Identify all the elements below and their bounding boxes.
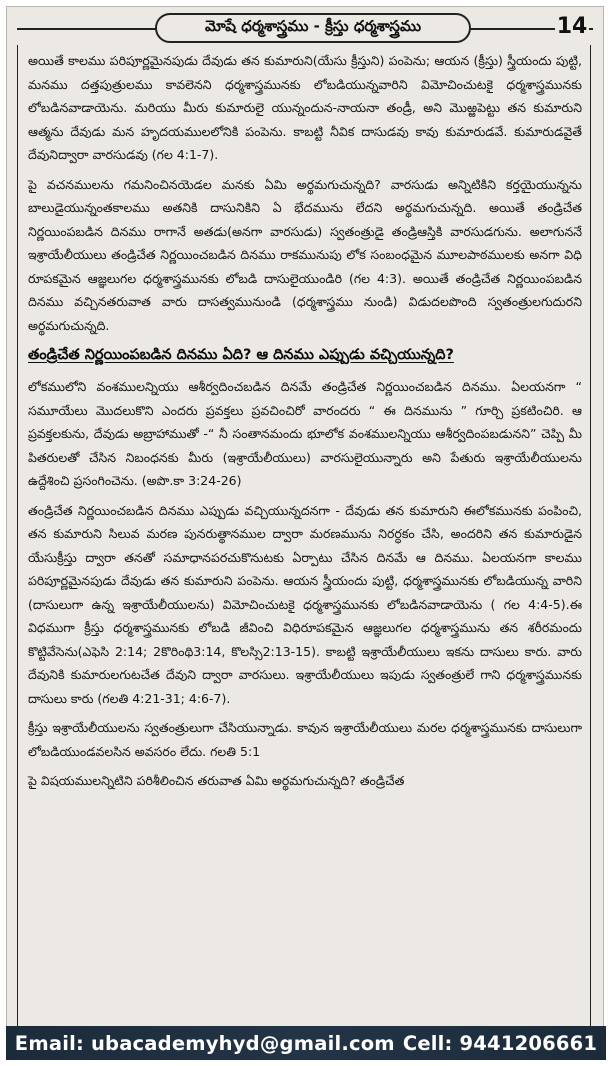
paragraph-4: తండ్రిచేత నిర్ణయించబడిన దినము ఎప్పుడు వచ్చియున్నదనగా - దేవుడు తన కుమారుని ఈలోకమునకు పంపించి, తన కుమారుని సిలువ మరణ పునరుత్థానముల ద్వారా మరణమును నిరర్ధకం చేసి, అందరిని తన కుమారుడైన యేసుక్రీస్తు ద్వారా తనతో సమాధానపరచుకొనుటకు ఏర్పాటు చేసిన దినమే ఆ దినము. ఏలయనగా కాలము పరిపూర్ణమైనపుడు దేవుడు తన కుమారుని పంపెను. ఆయన స్త్రీయందు పుట్టి, ధర్మశాస్త్రమునకు లోబడియున్న వారిని (దాసులుగా ఉన్న ఇశ్రాయేలీయులను) విమోచించుటకై ధర్మశాస్త్రమునకు లోబడినవాడాయెను ( గల 4:4-5).ఈ విధముగా క్రీస్తు ధర్మశాస్త్రమునకు లోబడి జీవించి విధిరూపకమైన ఆజ్ఞలుగల ధర్మశాస్త్రమును తన శరీరమందు కొట్టివేసెను(ఎఫెసి 2:14; 2కొరింథి3:14, కొలస్సి2:13-15). కాబట్టి ఇశ్రాయేలీయులు ఇకను దాసులు కారు. వారు దేవునికి కుమారులగుటచేత దేవుని ద్వారా వారసులు. ఇశ్రాయేలీయులు ఇపుడు స్వతంత్రులే గాని ధర్మశాస్త్రమునకు దాసులు కారు (గలతి 4:21-31; 4:6-7). (28, 502, 582, 706)
paragraph-3: లోకములోని వంశములన్నియు ఆశీర్వదించబడిన దినమే తండ్రిచేత నిర్ణయించబడిన దినము. ఏలయనగా “ సమూయేలు మొదలుకొని ఎందరు ప్రవక్తలు ప్రవచించిరో వారందరు “ ఈ దినమును ” గూర్చి ప్రకటించిరి. ఆ ప్రవక్తలకును, దేవుడు అబ్రాహాముతో -“ నీ సంతానమందు భూలోక వంశములన్నియు ఆశీర్వదింపబడునని” చెప్పి మీ పితరులతో చేసిన నిబంధనకు మీరు (ఇశ్రాయేలీయులు) వారసులైయున్నారు అని పేతురు ఇశ్రాయేలీయులను ఉద్దేశించి ప్రసంగించెను. (అపొ.కా 3:24-26) (28, 379, 582, 488)
paragraph-1: అయితే కాలము పరిపూర్ణమైనపుడు దేవుడు తన కుమారుని(యేసు క్రీస్తుని) పంపెను; ఆయన (క్రీస్తు) స్త్రీయందు పుట్టి, మనము దత్తపుత్రులము కావలెనని ధర్మశాస్త్రమునకు లోబడియున్నవారిని విమోచించుటకై ధర్మశాస్త్రమునకు లోబడినవాడాయెను. మరియు మీరు కుమారులై యున్నందున-నాయనా తండ్రీ, అని మొఱ్ఱపెట్టు తన కుమారుని ఆత్మను దేవుడు మన హృదయములలోనికి పంపెను. కాబట్టి నీవిక దాసుడవు కావు కుమారుడవే. కుమారుడవైతే దేవునిద్వారా వారసుడవు (గల 4:1-7). (28, 53, 582, 162)
contact-footer (6, 1026, 606, 1060)
paragraph-5: క్రీస్తు ఇశ్రాయేలీయులను స్వతంత్రులుగా చేసియున్నాడు. కావున ఇశ్రాయేలీయులు మరల ధర్మశాస్త్రమునకు దాసులుగా లోబడియుండవలసిన అవసరం లేదు. గలతి 5:1 (28, 720, 582, 759)
paragraph-6: పై విషయములన్నిటిని పరిశీలించిన తరువాత ఏమి అర్థమగుచున్నది? తండ్రిచేత (28, 773, 405, 788)
footer-email: Email: ubacademyhyd@gmail.com (14, 1031, 395, 1055)
article-body (17, 45, 591, 1027)
document-page (6, 6, 604, 1060)
page-header (17, 11, 593, 45)
page-title: మోషే ధర్మశాస్త్రము - క్రీస్తు ధర్మశాస్త్రము (155, 13, 471, 43)
page-number: 14 (555, 11, 589, 41)
paragraph-2: పై వచనములను గమనించినయెడల మనకు ఏమి అర్థమగుచున్నది? వారసుడు అన్నిటికిని కర్తయైయున్నను బాలుడైయున్నంతకాలము అతనికి దాసునికిని ఏ భేదమును లేదని అర్థమగుచున్నది. అయితే తండ్రిచేత నిర్ణయింపబడిన దినము రాగానే అతడు(అనగా వారసుడు) స్వతంత్రుడై తండ్రిఆస్తికి వారసుడగును. అలాగుననే ఇశ్రాయేలీయులు తండ్రిచేత నిర్ణయించబడిన దినము రాకమునుపు లోక సంబంధమైన మూలపాఠములకు అనగా విధి రూపకమైన ఆజ్ఞలుగల ధర్మశాస్త్రమునకు లోబడి దాసులైయుండిరి (గల 4:3). అయితే తండ్రిచేత నిర్ణయింపబడిన దినము వచ్చినతరువాత వారు దాసత్వమునుండి (ధర్మశాస్త్రము నుండి) విడుదలపొంది స్వతంత్రులగుదురని అర్థమగుచున్నది. (28, 176, 582, 333)
footer-cell: Cell: 9441206661 (402, 1031, 598, 1055)
section-heading: తండ్రిచేత నిర్ణయింపబడిన దినము ఏది? ఆ దినము ఎప్పుడు వచ్చియున్నది? (28, 347, 454, 363)
